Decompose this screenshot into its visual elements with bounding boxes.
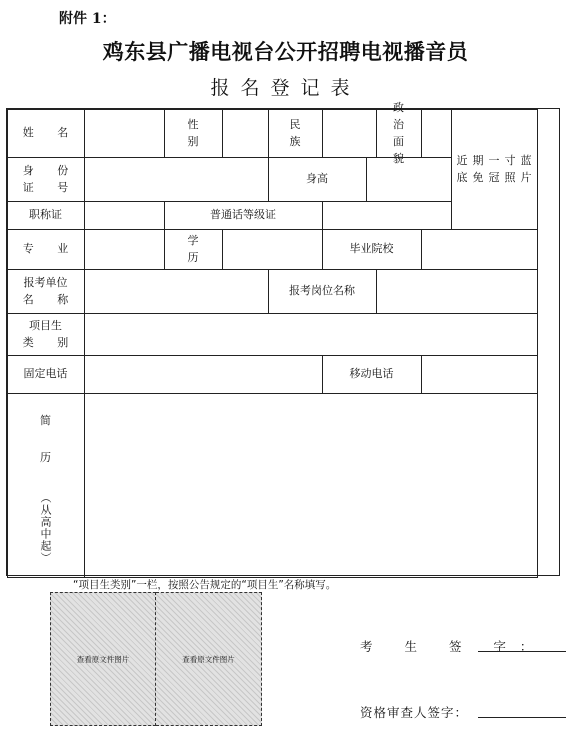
height-label: 身高 — [268, 157, 367, 202]
unit-label-line2: 名 称 — [22, 293, 79, 306]
attachment-label: 附件 1： — [59, 11, 116, 27]
candidate-signature-line[interactable] — [478, 651, 566, 652]
school-field[interactable] — [421, 229, 538, 270]
category-field[interactable] — [84, 313, 538, 356]
major-label: 专 业 — [7, 229, 85, 270]
education-field[interactable] — [222, 229, 323, 270]
mobile-field[interactable] — [421, 355, 538, 394]
title-cert-label: 职称证 — [7, 201, 85, 230]
unit-field[interactable] — [84, 269, 269, 314]
photo-label-line2: 底免冠照片 — [456, 171, 537, 184]
stamp-area — [50, 592, 262, 726]
unit-label — [7, 269, 85, 314]
unit-label-line1: 报考单位 — [23, 275, 68, 289]
major-field[interactable] — [84, 229, 165, 270]
category-label — [7, 313, 85, 356]
title-cert-field[interactable] — [84, 201, 165, 230]
gender-field[interactable] — [222, 109, 269, 158]
political-field[interactable] — [421, 109, 452, 158]
reviewer-signature-line[interactable] — [478, 717, 566, 718]
category-label-line1: 项目生 — [29, 318, 62, 332]
landline-field[interactable] — [84, 355, 323, 394]
resume-field[interactable] — [84, 393, 538, 578]
category-note: “项目生类别”一栏，按照公告规定的“项目生”名称填写。 — [73, 579, 337, 591]
id-label-line1: 身 份 — [22, 163, 79, 177]
reviewer-signature-label: 资格审查人签字： — [360, 705, 469, 720]
height-field[interactable] — [366, 157, 452, 202]
id-label — [7, 157, 85, 202]
ethnicity-label: 民 族 — [268, 109, 323, 158]
education-label: 学 历 — [164, 229, 223, 270]
ethnicity-field[interactable] — [322, 109, 377, 158]
candidate-signature-label: 考 生 签 字： — [360, 639, 547, 654]
name-field[interactable] — [84, 109, 165, 158]
page-title: 鸡东县广播电视台公开招聘电视播音员 — [102, 39, 469, 64]
political-label-line2: 面 貌 — [393, 135, 409, 166]
mobile-label: 移动电话 — [322, 355, 422, 394]
photo-label-line1: 近期一寸蓝 — [456, 153, 537, 167]
stamp-right: 查看原文件图片 — [156, 592, 262, 726]
gender-label: 性 别 — [164, 109, 223, 158]
post-field[interactable] — [376, 269, 538, 314]
post-label: 报考岗位名称 — [268, 269, 377, 314]
photo-box[interactable] — [451, 109, 538, 230]
mandarin-label: 普通话等级证 — [164, 201, 323, 230]
stamp-left: 查看原文件图片 — [50, 592, 156, 726]
category-label-line2: 类 别 — [22, 336, 79, 349]
school-label: 毕业院校 — [322, 229, 422, 270]
resume-label-char1: 简 — [40, 413, 51, 427]
resume-label — [7, 393, 85, 578]
mandarin-field[interactable] — [322, 201, 452, 230]
id-field[interactable] — [84, 157, 269, 202]
registration-form-table — [6, 100, 560, 576]
form-subtitle: 报名登记表 — [210, 77, 361, 99]
landline-label: 固定电话 — [7, 355, 85, 394]
resume-label-char2: 历 — [40, 450, 51, 464]
name-label: 姓 名 — [7, 109, 85, 158]
political-label-line1: 政 治 — [393, 100, 409, 131]
id-label-line2: 证 号 — [22, 181, 79, 194]
resume-label-note: （从高中起） — [39, 491, 53, 564]
political-label — [376, 100, 422, 166]
